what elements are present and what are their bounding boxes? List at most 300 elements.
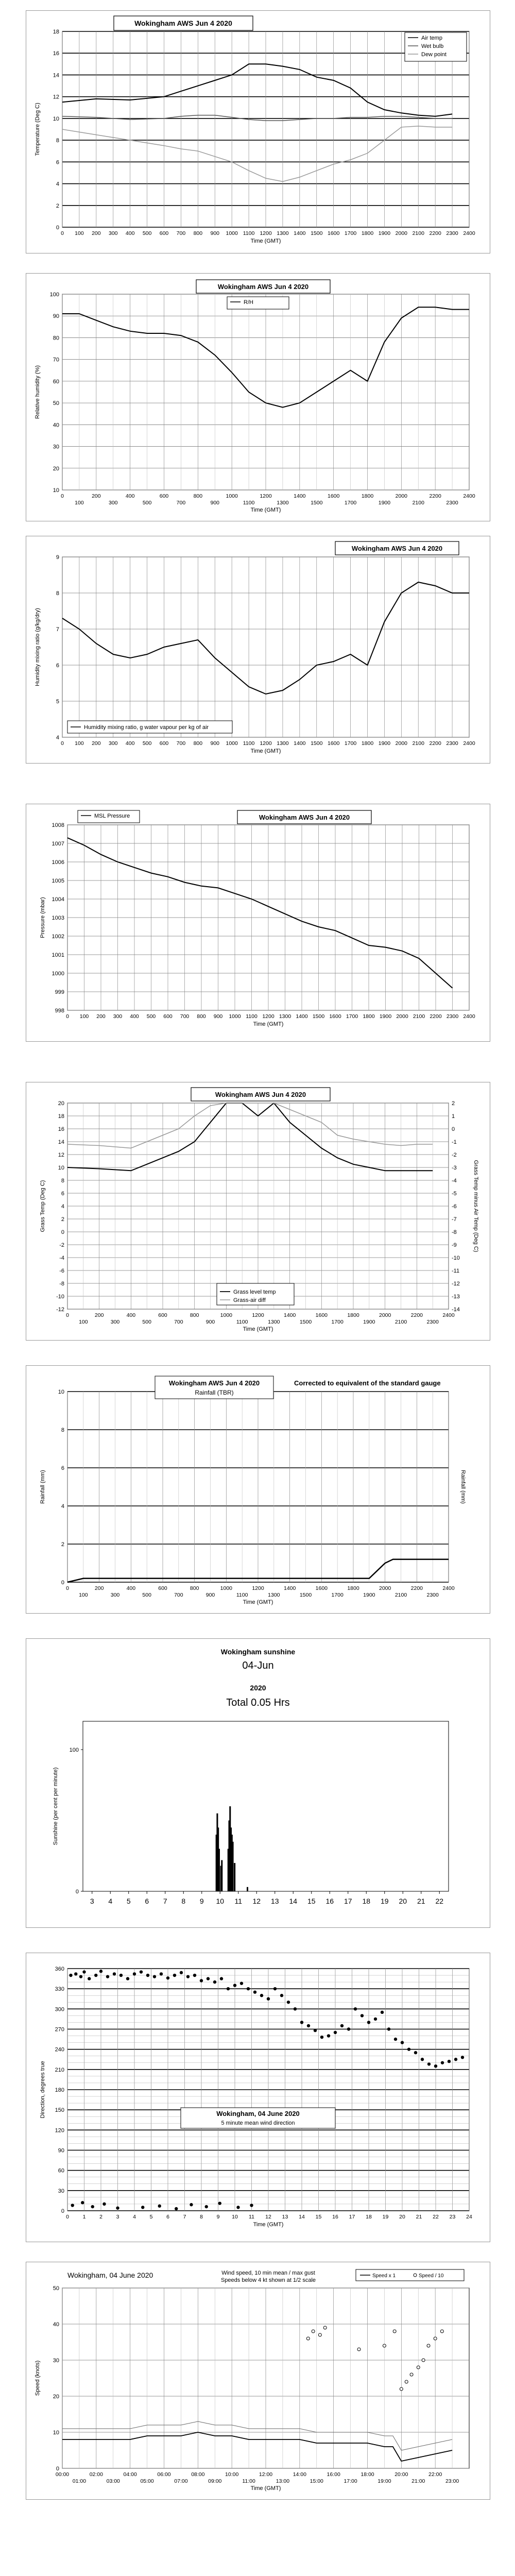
wind-direction-point [267, 1997, 270, 2001]
x-tick-label: 1200 [260, 740, 272, 747]
x-tick-label: 4 [133, 2214, 136, 2220]
y-tick-label: 9 [56, 554, 59, 561]
x-tick-label-minor: 1300 [277, 500, 289, 506]
x-tick-label: 1700 [344, 230, 357, 236]
y2-tick-label: -10 [452, 1255, 460, 1261]
gust-scaled-point [410, 2373, 413, 2376]
x-tick-label: 13 [270, 1897, 279, 1905]
x-tick-label: 0 [66, 1013, 69, 1020]
x-tick-label: 12 [252, 1897, 261, 1905]
wind-direction-point [427, 2062, 431, 2065]
x-tick-label-minor: 13:00 [276, 2478, 290, 2484]
x-tick-label-minor: 900 [210, 500, 220, 506]
x-tick-label: 1000 [220, 1585, 233, 1591]
wind-speed-chart [26, 2262, 490, 2500]
wind-direction-point [190, 2203, 193, 2206]
x-tick-label: 1400 [294, 740, 306, 747]
x-tick-label-minor: 300 [108, 500, 118, 506]
x-tick-label: 18:00 [360, 2471, 374, 2478]
x-tick-label: 300 [108, 230, 118, 236]
y-tick-label: -8 [59, 1281, 64, 1287]
x-tick-label: 500 [142, 740, 152, 747]
chart-title: Wokingham AWS Jun 4 2020 [168, 1379, 260, 1387]
x-tick-label: 14 [289, 1897, 298, 1905]
wind-direction-point [175, 2207, 178, 2210]
y-tick-label: 30 [58, 2188, 64, 2194]
x-tick-label: 19 [382, 2214, 389, 2220]
y-tick-label: 240 [55, 2046, 64, 2053]
y-axis-label: Temperature (Deg C) [35, 103, 41, 156]
x-tick-label: 1200 [252, 1585, 264, 1591]
x-tick-label-minor: 900 [205, 1319, 215, 1325]
wind-direction-point [414, 2051, 417, 2054]
wind-direction-point [79, 1975, 82, 1978]
wind-direction-point [141, 2206, 144, 2209]
x-tick-label: 11 [234, 1897, 243, 1905]
wind-direction-point [88, 1977, 91, 1980]
x-tick-label: 100 [75, 230, 84, 236]
y-tick-label: 14 [53, 72, 59, 79]
wind-direction-point [253, 1990, 256, 1993]
wind-direction-point [448, 2060, 451, 2063]
x-tick-label: 2400 [463, 1013, 475, 1020]
x-axis-label: Time (GMT) [250, 238, 281, 244]
x-tick-label-minor: 23:00 [445, 2478, 459, 2484]
x-tick-label: 1100 [246, 1013, 258, 1020]
x-tick-label: 1300 [279, 1013, 291, 1020]
x-tick-label: 2400 [442, 1585, 455, 1591]
x-tick-label: 900 [213, 1013, 223, 1020]
y-axis-label: Sunshine (per cent per minute) [53, 1767, 59, 1845]
wind-direction-point [81, 2201, 84, 2204]
x-tick-label: 1600 [315, 1585, 328, 1591]
x-tick-label: 500 [146, 1013, 156, 1020]
y-tick-label: 10 [53, 487, 59, 494]
wind-direction-point [160, 1972, 163, 1975]
x-tick-label-minor: 1900 [363, 1319, 375, 1325]
y-tick-label: 16 [53, 50, 59, 57]
legend-label: Speed x 1 [372, 2273, 396, 2279]
x-tick-label: 02:00 [89, 2471, 103, 2478]
wind-direction-point [434, 2064, 437, 2067]
x-tick-label: 900 [210, 740, 220, 747]
sunshine-bar [232, 1842, 234, 1891]
y2-tick-label: -3 [452, 1165, 457, 1171]
wind-direction-point [113, 1972, 116, 1975]
y-tick-label: 8 [56, 138, 59, 144]
wind-direction-point [220, 1977, 223, 1980]
wind-direction-point [116, 2207, 119, 2210]
chart-subtitle: Wind speed, 10 min mean / max gust [221, 2270, 315, 2276]
x-tick-label: 1700 [344, 740, 357, 747]
wind-direction-point [307, 2024, 310, 2027]
y-tick-label: 0 [75, 1889, 79, 1895]
y-tick-label: 1007 [52, 841, 64, 847]
x-tick-label: 2000 [395, 493, 408, 499]
y-tick-label: 8 [61, 1427, 64, 1433]
x-tick-label: 16 [332, 2214, 338, 2220]
y-tick-label: 60 [53, 378, 59, 385]
wind-direction-point [218, 2201, 221, 2205]
wind-direction-point [401, 2041, 404, 2044]
x-axis-label: Time (GMT) [253, 2222, 284, 2228]
x-tick-label: 700 [176, 740, 186, 747]
y-tick-label: -12 [56, 1307, 64, 1313]
chart-title: Wokingham AWS Jun 4 2020 [217, 283, 309, 291]
wind-direction-point [200, 1979, 203, 1982]
chart-title: Wokingham, 04 June 2020 [67, 2271, 153, 2279]
y-tick-label: 1004 [52, 896, 64, 903]
sunshine-chart-svg [26, 1639, 490, 1927]
pressure-chart-svg [26, 804, 490, 1041]
chart-title: Wokingham AWS Jun 4 2020 [134, 19, 232, 27]
y-tick-label: 40 [53, 2321, 59, 2328]
gust-scaled-point [312, 2330, 315, 2333]
x-tick-label: 00:00 [55, 2471, 70, 2478]
x-tick-label: 600 [163, 1013, 173, 1020]
y2-tick-label: -14 [452, 1307, 460, 1313]
gust-scaled-point [417, 2366, 420, 2369]
wind-direction-point [273, 1987, 277, 1990]
y-tick-label: 180 [55, 2087, 64, 2093]
x-axis-label: Time (GMT) [253, 1021, 284, 1027]
x-tick-label: 15 [307, 1897, 316, 1905]
wind-direction-point [146, 1974, 149, 1977]
x-tick-label: 20:00 [394, 2471, 408, 2478]
x-tick-label: 19 [380, 1897, 389, 1905]
x-tick-label: 400 [125, 230, 135, 236]
x-tick-label: 2100 [413, 1013, 425, 1020]
wind-direction-point [340, 2024, 344, 2027]
x-tick-label: 1100 [243, 740, 255, 747]
x-tick-label-minor: 300 [110, 1319, 120, 1325]
y-tick-label: 1001 [52, 952, 64, 958]
y-axis-label: Direction, degrees true [40, 2061, 46, 2119]
x-tick-label: 16 [325, 1897, 334, 1905]
y-tick-label: 50 [53, 2285, 59, 2292]
chart-subtitle: 5 minute mean wind direction [221, 2120, 295, 2126]
y-tick-label: 4 [56, 181, 59, 188]
x-tick-label: 1 [82, 2214, 86, 2220]
wind-direction-point [287, 2001, 290, 2004]
legend-label: Air temp [421, 35, 442, 41]
x-tick-label: 16:00 [327, 2471, 340, 2478]
x-tick-label: 700 [176, 230, 186, 236]
x-tick-label-minor: 1300 [268, 1319, 280, 1325]
x-tick-label: 1400 [283, 1312, 296, 1318]
x-tick-label: 600 [159, 493, 169, 499]
wind-direction-point [102, 2202, 106, 2206]
y-tick-label: -2 [59, 1242, 64, 1248]
gust-scaled-point [323, 2326, 327, 2329]
wind-direction-point [126, 1977, 129, 1980]
y2-tick-label: -7 [452, 1216, 457, 1223]
y-tick-label: 120 [55, 2127, 64, 2134]
x-tick-label: 22 [435, 1897, 444, 1905]
y-tick-label: 16 [58, 1126, 64, 1132]
x-tick-label-minor: 1700 [344, 500, 357, 506]
x-tick-label-minor: 1700 [331, 1319, 344, 1325]
grass-temp-chart [26, 1082, 490, 1341]
x-tick-label: 1000 [226, 740, 238, 747]
y-axis-label: Pressure (mbar) [40, 897, 46, 938]
y-tick-label: 0 [61, 1580, 64, 1586]
x-tick-label: 1000 [229, 1013, 241, 1020]
gust-scaled-point [357, 2348, 360, 2351]
y-tick-label: 14 [58, 1139, 64, 1145]
wind-direction-point [153, 1975, 156, 1978]
wind-direction-point [158, 2205, 161, 2208]
y-tick-label: 2 [61, 1216, 64, 1223]
x-tick-label: 1000 [220, 1312, 233, 1318]
wind-direction-point [407, 2047, 410, 2050]
x-tick-label-minor: 700 [174, 1592, 183, 1598]
y-tick-label: 12 [58, 1152, 64, 1158]
x-tick-label: 9 [216, 2214, 220, 2220]
chart-year: 2020 [250, 1684, 266, 1692]
x-tick-label-minor: 1300 [268, 1592, 280, 1598]
legend-swatch [414, 2274, 417, 2277]
x-tick-label: 1900 [379, 1013, 392, 1020]
y2-tick-label: -13 [452, 1294, 460, 1300]
y2-tick-label: 2 [452, 1100, 455, 1107]
x-tick-label: 2400 [463, 493, 475, 499]
y2-tick-label: -1 [452, 1139, 457, 1145]
y-tick-label: 8 [56, 590, 59, 597]
x-tick-label: 20 [399, 2214, 405, 2220]
x-tick-label: 200 [94, 1585, 104, 1591]
x-tick-label-minor: 21:00 [411, 2478, 425, 2484]
x-tick-label: 400 [125, 740, 135, 747]
y-tick-label: 1003 [52, 915, 64, 921]
gust-scaled-point [440, 2330, 443, 2333]
chart-subtitle: 04-Jun [242, 1660, 274, 1671]
legend-label: Wet bulb [421, 43, 444, 49]
x-tick-label: 12 [265, 2214, 271, 2220]
x-tick-label: 1500 [311, 230, 323, 236]
y-tick-label: 20 [53, 2394, 59, 2400]
x-tick-label-minor: 700 [176, 500, 186, 506]
x-tick-label: 800 [190, 1312, 199, 1318]
rainfall-chart [26, 1365, 490, 1614]
y-tick-label: 10 [58, 1389, 64, 1395]
x-axis-label: Time (GMT) [243, 1326, 273, 1332]
x-tick-label: 14:00 [293, 2471, 306, 2478]
x-tick-label: 2200 [430, 1013, 442, 1020]
y-tick-label: 150 [55, 2107, 64, 2114]
x-tick-label-minor: 1900 [378, 500, 391, 506]
gust-scaled-point [393, 2330, 396, 2333]
x-tick-label-minor: 19:00 [377, 2478, 391, 2484]
y-tick-label: 30 [53, 444, 59, 450]
x-tick-label: 2000 [379, 1312, 391, 1318]
x-tick-label-minor: 2300 [426, 1319, 439, 1325]
x-tick-label: 2400 [442, 1312, 455, 1318]
x-tick-label: 3 [90, 1897, 94, 1905]
x-tick-label: 1800 [363, 1013, 375, 1020]
x-tick-label: 400 [126, 1585, 136, 1591]
x-tick-label: 11 [249, 2214, 254, 2220]
wind-direction-point [82, 1970, 85, 1973]
y-tick-label: 100 [69, 1747, 79, 1753]
wind-direction-point [69, 1974, 72, 1977]
y2-axis-label: Rainfall (mm) [460, 1470, 466, 1504]
x-tick-label: 400 [130, 1013, 139, 1020]
y-tick-label: 4 [56, 735, 59, 741]
y-tick-label: 6 [56, 663, 59, 669]
wind-direction-point [140, 1970, 143, 1973]
y2-axis-label: Grass Temp minus Air Temp (Deg C) [473, 1160, 479, 1252]
x-tick-label: 24 [466, 2214, 472, 2220]
x-tick-label-minor: 05:00 [140, 2478, 154, 2484]
x-tick-label: 1400 [294, 493, 306, 499]
wind-direction-point [205, 2205, 208, 2208]
x-tick-label: 300 [113, 1013, 123, 1020]
x-tick-label-minor: 1500 [299, 1592, 312, 1598]
x-tick-label-minor: 500 [142, 1592, 151, 1598]
x-tick-label: 800 [193, 230, 203, 236]
x-tick-label: 2300 [446, 230, 458, 236]
x-tick-label: 400 [125, 493, 135, 499]
legend-label: Grass-air diff [233, 1297, 266, 1303]
x-tick-label: 100 [75, 740, 84, 747]
legend-label: Grass level temp [233, 1289, 276, 1295]
x-tick-label: 100 [79, 1013, 89, 1020]
wind-direction-point [106, 1975, 109, 1978]
y-tick-label: 6 [56, 159, 59, 166]
y2-tick-label: 1 [452, 1113, 455, 1120]
y-tick-label: 10 [53, 115, 59, 122]
wind-direction-point [421, 2058, 424, 2061]
wind-direction-point [240, 1982, 243, 1985]
wind-direction-point [360, 2014, 364, 2017]
plot-area [83, 1721, 449, 1891]
wind-direction-chart [26, 1953, 490, 2242]
wind-direction-point [327, 2034, 330, 2037]
y-tick-label: 0 [61, 1229, 64, 1235]
y-tick-label: 10 [58, 1165, 64, 1171]
x-tick-label: 2200 [410, 1585, 423, 1591]
x-tick-label: 14 [299, 2214, 305, 2220]
x-tick-label: 17 [349, 2214, 355, 2220]
wind-direction-point [247, 1987, 250, 1990]
x-axis-label: Time (GMT) [243, 1599, 273, 1605]
legend-label: MSL Pressure [94, 813, 130, 819]
wind-direction-point [461, 2056, 464, 2059]
x-tick-label-minor: 2100 [412, 500, 424, 506]
mixing-ratio-chart [26, 536, 490, 764]
x-tick-label: 1800 [347, 1585, 359, 1591]
x-tick-label: 18 [362, 1897, 371, 1905]
x-tick-label-minor: 300 [110, 1592, 120, 1598]
x-tick-label-minor: 2300 [446, 500, 458, 506]
x-tick-label: 2200 [429, 740, 441, 747]
chart-title: Wokingham AWS Jun 4 2020 [351, 545, 443, 552]
wind-direction-point [227, 1987, 230, 1990]
x-tick-label: 600 [158, 1585, 167, 1591]
wind-direction-point [99, 1970, 102, 1973]
x-tick-label-minor: 1100 [236, 1592, 248, 1598]
y-tick-label: 4 [61, 1204, 64, 1210]
x-tick-label: 1900 [378, 740, 391, 747]
chart-title: Wokingham sunshine [220, 1648, 296, 1656]
mixing-ratio-chart-svg [26, 536, 490, 763]
sunshine-bar [234, 1863, 235, 1891]
y-tick-label: 330 [55, 1986, 64, 1993]
wind-direction-point [300, 2021, 303, 2024]
y-tick-label: 90 [53, 313, 59, 320]
y-tick-label: 999 [55, 989, 64, 995]
x-tick-label: 10 [216, 1897, 225, 1905]
y-tick-label: 12 [53, 94, 59, 100]
x-tick-label: 1800 [361, 493, 374, 499]
y-tick-label: 998 [55, 1008, 64, 1014]
x-tick-label: 1800 [347, 1312, 359, 1318]
y-tick-label: 30 [53, 2358, 59, 2364]
pressure-chart [26, 804, 490, 1042]
y2-tick-label: -2 [452, 1152, 457, 1158]
sunshine-bar [218, 1849, 220, 1892]
wind-direction-point [294, 2007, 297, 2010]
x-tick-label: 3 [116, 2214, 119, 2220]
x-tick-label: 900 [210, 230, 220, 236]
y-tick-label: 100 [49, 292, 59, 298]
rainfall-chart-svg [26, 1366, 490, 1613]
x-tick-label: 200 [96, 1013, 106, 1020]
x-tick-label: 1600 [327, 493, 340, 499]
x-tick-label: 1200 [260, 230, 272, 236]
wind-direction-point [173, 1974, 176, 1977]
x-tick-label: 2000 [396, 1013, 408, 1020]
y-tick-label: 18 [58, 1113, 64, 1120]
x-tick-label-minor: 500 [142, 500, 152, 506]
wind-speed-chart-svg [26, 2262, 490, 2499]
x-tick-label: 1600 [327, 230, 340, 236]
x-tick-label-minor: 1500 [311, 500, 323, 506]
x-tick-label-minor: 2300 [426, 1592, 439, 1598]
wind-direction-point [381, 2011, 384, 2014]
x-tick-label: 5 [149, 2214, 153, 2220]
x-tick-label: 1400 [283, 1585, 296, 1591]
x-tick-label: 0 [61, 740, 64, 747]
wind-direction-chart-svg [26, 1953, 490, 2242]
x-tick-label: 1600 [315, 1312, 328, 1318]
y-axis-label: Grass Temp (Deg C) [40, 1180, 46, 1232]
x-tick-label: 20 [399, 1897, 407, 1905]
y-axis-label: Humidity mixing ratio (g/kg/dry) [35, 608, 41, 686]
gust-scaled-point [427, 2344, 430, 2347]
wind-direction-point [193, 1974, 196, 1977]
wind-direction-point [250, 2204, 253, 2207]
y-tick-label: 70 [53, 357, 59, 363]
y-tick-label: 1002 [52, 934, 64, 940]
y2-tick-label: -12 [452, 1281, 460, 1287]
x-tick-label: 22:00 [428, 2471, 442, 2478]
x-tick-label: 2300 [446, 1013, 459, 1020]
y-tick-label: 4 [61, 1503, 64, 1510]
gust-scaled-point [318, 2333, 321, 2336]
y-tick-label: 2 [61, 1541, 64, 1548]
x-tick-label-minor: 2100 [394, 1319, 407, 1325]
y2-tick-label: -5 [452, 1191, 457, 1197]
x-tick-label: 600 [158, 1312, 167, 1318]
gust-scaled-point [434, 2337, 437, 2340]
x-axis-label: Time (GMT) [250, 507, 281, 513]
humidity-chart-svg [26, 274, 490, 521]
y-tick-label: 1006 [52, 859, 64, 866]
y2-tick-label: -6 [452, 1204, 457, 1210]
wind-direction-point [186, 1975, 190, 1978]
